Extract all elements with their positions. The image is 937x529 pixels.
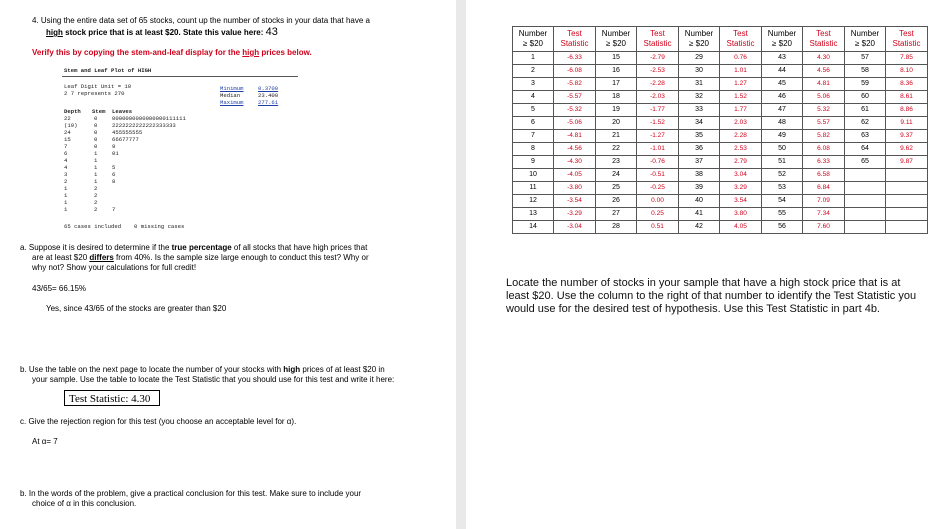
stemleaf-stem: 0 [94, 129, 98, 136]
cell-number: 51 [762, 156, 803, 169]
stemleaf-leaves: 6 [112, 171, 116, 178]
header-number-line1: Number [684, 29, 714, 38]
stemleaf-depth: 1 [64, 192, 68, 199]
verify-high: high [242, 48, 260, 57]
cell-number: 14 [513, 221, 554, 234]
cell-test-statistic: -4.56 [554, 143, 596, 156]
stem-leaf-display [62, 64, 298, 234]
stemleaf-footer-missing: 0 missing cases [134, 223, 185, 230]
cell-test-statistic: 8.10 [886, 65, 928, 78]
cell-number: 46 [762, 91, 803, 104]
cell-test-statistic: 3.29 [720, 182, 762, 195]
stemleaf-stem: 2 [94, 206, 98, 213]
cell-test-statistic: -5.82 [554, 78, 596, 91]
qc-answer: At α= 7 [32, 437, 58, 446]
cell-test-statistic: 4.81 [803, 78, 845, 91]
cell-number: 13 [513, 208, 554, 221]
cell-number: 62 [845, 117, 886, 130]
stemleaf-min-value: 0.3700 [258, 85, 279, 92]
header-test-statistic [554, 27, 596, 52]
cell-test-statistic: 5.57 [803, 117, 845, 130]
cell-test-statistic: 6.33 [803, 156, 845, 169]
cell-test-statistic: -3.80 [554, 182, 596, 195]
cell-test-statistic: -2.28 [637, 78, 679, 91]
cell-test-statistic: 0.25 [637, 208, 679, 221]
cell-test-statistic: -1.01 [637, 143, 679, 156]
stemleaf-divider [62, 76, 298, 77]
cell-test-statistic: -2.03 [637, 91, 679, 104]
qd-line1: b. In the words of the problem, give a practical conclusion for this test. Make sure to include your [20, 489, 362, 498]
cell-test-statistic [886, 195, 928, 208]
qa-answer2: Yes, since 43/65 of the stocks are greater than $20 [46, 304, 227, 313]
table-row [513, 143, 928, 156]
cell-number: 15 [596, 52, 637, 65]
cell-test-statistic: 4.30 [803, 52, 845, 65]
cell-number [845, 182, 886, 195]
cell-number: 29 [679, 52, 720, 65]
cell-test-statistic: 0.00 [637, 195, 679, 208]
q4-value: 43 [265, 26, 278, 38]
cell-number: 19 [596, 104, 637, 117]
cell-number: 49 [762, 130, 803, 143]
stemleaf-leaves: 01 [112, 150, 119, 157]
cell-number: 20 [596, 117, 637, 130]
header-ts-line2: Statistic [809, 39, 838, 48]
cell-test-statistic: 5.06 [803, 91, 845, 104]
cell-number: 25 [596, 182, 637, 195]
table-row [513, 65, 928, 78]
test-statistic-table [512, 26, 928, 234]
q4-line1: 4. Using the entire data set of 65 stocks, count up the number of stocks in your data that have a [32, 16, 370, 25]
stemleaf-depth: 4 [64, 164, 68, 171]
qb-line2: your sample. Use the table to locate the Test Statistic that you should use for this test and write it here: [32, 375, 395, 384]
header-number-line1: Number [767, 29, 797, 38]
header-ts-line1: Test [567, 29, 582, 38]
header-test-statistic [886, 27, 928, 52]
cell-number: 30 [679, 65, 720, 78]
stemleaf-median-value: 23.400 [258, 92, 279, 99]
verify-prefix: Verify this by copying the stem-and-leaf display for the [32, 48, 243, 57]
stemleaf-stem: 0 [94, 122, 98, 129]
cell-number: 57 [845, 52, 886, 65]
cell-test-statistic: -5.06 [554, 117, 596, 130]
cell-test-statistic: 3.54 [720, 195, 762, 208]
cell-number: 38 [679, 169, 720, 182]
stemleaf-leaves: 455555555 [112, 129, 143, 136]
cell-test-statistic: 9.11 [886, 117, 928, 130]
cell-test-statistic: -1.52 [637, 117, 679, 130]
header-number-line2: ≥ $20 [523, 39, 543, 48]
stemleaf-depth: 2 [64, 178, 68, 185]
cell-number: 59 [845, 78, 886, 91]
stemleaf-depth: 7 [64, 143, 68, 150]
cell-test-statistic: 5.82 [803, 130, 845, 143]
cell-test-statistic: 9.62 [886, 143, 928, 156]
cell-test-statistic: -3.54 [554, 195, 596, 208]
cell-test-statistic: 7.34 [803, 208, 845, 221]
verify-suffix: prices below. [259, 48, 312, 57]
stemleaf-max-label: Maximum [220, 99, 244, 106]
cell-number: 16 [596, 65, 637, 78]
table-body [513, 52, 928, 234]
cell-number: 40 [679, 195, 720, 208]
header-ts-line1: Test [733, 29, 748, 38]
header-ts-line2: Statistic [726, 39, 755, 48]
stemleaf-title: Stem and Leaf Plot of HIGH [64, 67, 152, 74]
cell-test-statistic: -1.77 [637, 104, 679, 117]
cell-number: 23 [596, 156, 637, 169]
header-number [845, 27, 886, 52]
verify-line [32, 48, 312, 58]
cell-number: 54 [762, 195, 803, 208]
cell-number: 55 [762, 208, 803, 221]
qa-line1-a: a. Suppose it is desired to determine if the [20, 243, 172, 252]
cell-number: 50 [762, 143, 803, 156]
cell-number: 47 [762, 104, 803, 117]
cell-test-statistic: 7.60 [803, 221, 845, 234]
table-row [513, 182, 928, 195]
stemleaf-median-label: Median [220, 92, 241, 99]
cell-test-statistic: 1.52 [720, 91, 762, 104]
cell-test-statistic: -2.79 [637, 52, 679, 65]
cell-number [845, 195, 886, 208]
stemleaf-depth: 6 [64, 150, 68, 157]
cell-test-statistic: 6.58 [803, 169, 845, 182]
cell-test-statistic: -6.08 [554, 65, 596, 78]
table-row [513, 208, 928, 221]
header-number [513, 27, 554, 52]
cell-test-statistic: 2.28 [720, 130, 762, 143]
cell-test-statistic: 8.61 [886, 91, 928, 104]
cell-test-statistic: -2.53 [637, 65, 679, 78]
cell-test-statistic: 6.84 [803, 182, 845, 195]
q4-line2-suffix: stock price that is at least $20. State this value here: [62, 28, 266, 37]
cell-number: 48 [762, 117, 803, 130]
header-number [679, 27, 720, 52]
cell-test-statistic: -4.05 [554, 169, 596, 182]
qb-line1-a: b. Use the table on the next page to locate the number of your stocks with [20, 365, 284, 374]
cell-number: 3 [513, 78, 554, 91]
cell-number: 42 [679, 221, 720, 234]
cell-number: 56 [762, 221, 803, 234]
stemleaf-col-depth: Depth [64, 108, 81, 115]
qb-high: high [283, 365, 301, 374]
cell-test-statistic: 7.09 [803, 195, 845, 208]
cell-test-statistic: 2.03 [720, 117, 762, 130]
stemleaf-depth: 1 [64, 199, 68, 206]
stemleaf-leaves: 66677777 [112, 136, 139, 143]
header-number [596, 27, 637, 52]
cell-number: 65 [845, 156, 886, 169]
stemleaf-represents: 2 7 represents 270 [64, 90, 125, 97]
stemleaf-max-value: 277.61 [258, 99, 279, 106]
cell-test-statistic: 9.87 [886, 156, 928, 169]
cell-test-statistic: -0.76 [637, 156, 679, 169]
stemleaf-leaves: 7 [112, 206, 116, 213]
header-number-line2: ≥ $20 [855, 39, 875, 48]
cell-number: 33 [679, 104, 720, 117]
header-number-line2: ≥ $20 [689, 39, 709, 48]
cell-test-statistic: 3.80 [720, 208, 762, 221]
cell-number: 45 [762, 78, 803, 91]
stemleaf-depth: 22 [64, 115, 71, 122]
stemleaf-stem: 2 [94, 192, 98, 199]
cell-number: 27 [596, 208, 637, 221]
cell-number: 22 [596, 143, 637, 156]
cell-test-statistic: 3.04 [720, 169, 762, 182]
cell-test-statistic: -1.27 [637, 130, 679, 143]
cell-number: 18 [596, 91, 637, 104]
cell-test-statistic: 2.53 [720, 143, 762, 156]
cell-test-statistic: 1.77 [720, 104, 762, 117]
cell-test-statistic: 0.51 [637, 221, 679, 234]
cell-test-statistic [886, 169, 928, 182]
stemleaf-stem: 0 [94, 136, 98, 143]
table-row [513, 130, 928, 143]
stemleaf-depth: 24 [64, 129, 71, 136]
stemleaf-stem: 1 [94, 178, 98, 185]
cell-number: 61 [845, 104, 886, 117]
cell-number: 17 [596, 78, 637, 91]
cell-number: 24 [596, 169, 637, 182]
qa-line2-a: are at least $20 [32, 253, 90, 262]
cell-test-statistic: 8.86 [886, 104, 928, 117]
cell-number: 7 [513, 130, 554, 143]
header-ts-line1: Test [899, 29, 914, 38]
stemleaf-stem: 1 [94, 171, 98, 178]
table-row [513, 169, 928, 182]
cell-number: 6 [513, 117, 554, 130]
stemleaf-footer-cases: 65 cases included [64, 223, 122, 230]
cell-number: 12 [513, 195, 554, 208]
header-number-line2: ≥ $20 [772, 39, 792, 48]
header-number [762, 27, 803, 52]
cell-number: 8 [513, 143, 554, 156]
stemleaf-depth: 1 [64, 185, 68, 192]
cell-test-statistic: -4.81 [554, 130, 596, 143]
cell-test-statistic: 5.32 [803, 104, 845, 117]
cell-number: 44 [762, 65, 803, 78]
qd-line2: choice of α in this conclusion. [32, 499, 137, 508]
cell-test-statistic: -4.30 [554, 156, 596, 169]
cell-test-statistic: -6.33 [554, 52, 596, 65]
locate-instructions: Locate the number of stocks in your sample that have a high stock price that is at least $20. Use the column to the right of that number to identify the Test Statistic you would use for the desired test of hypothesis. Use this Test Statistic in part 4b. [506, 277, 917, 315]
table-header-row [513, 27, 928, 52]
cell-number [845, 208, 886, 221]
stemleaf-depth: 1 [64, 206, 68, 213]
cell-number: 58 [845, 65, 886, 78]
stemleaf-stem: 1 [94, 164, 98, 171]
stemleaf-leaves: 5 [112, 164, 116, 171]
cell-number: 39 [679, 182, 720, 195]
table-row [513, 117, 928, 130]
cell-test-statistic: 4.05 [720, 221, 762, 234]
stemleaf-stem: 2 [94, 199, 98, 206]
cell-number: 43 [762, 52, 803, 65]
cell-number: 9 [513, 156, 554, 169]
qa-true-percentage: true percentage [171, 243, 232, 252]
cell-test-statistic: 0.76 [720, 52, 762, 65]
cell-test-statistic: 1.27 [720, 78, 762, 91]
cell-number [845, 221, 886, 234]
cell-number: 60 [845, 91, 886, 104]
qa-line1 [20, 243, 367, 253]
stemleaf-leaf-unit: Leaf Digit Unit = 10 [64, 83, 132, 90]
cell-test-statistic: 9.37 [886, 130, 928, 143]
qa-line1-c: of all stocks that have high prices that [231, 243, 368, 252]
stemleaf-col-leaves: Leaves [112, 108, 133, 115]
test-statistic-answer-box[interactable]: Test Statistic: 4.30 [64, 390, 160, 406]
stemleaf-min-label: Minimum [220, 85, 244, 92]
header-ts-line2: Statistic [560, 39, 589, 48]
qc-line: c. Give the rejection region for this test (you choose an acceptable level for α). [20, 417, 297, 426]
stemleaf-leaves: 8 [112, 178, 116, 185]
cell-test-statistic: 1.01 [720, 65, 762, 78]
cell-number: 35 [679, 130, 720, 143]
cell-number [845, 169, 886, 182]
table-row [513, 91, 928, 104]
header-test-statistic [803, 27, 845, 52]
table-row [513, 195, 928, 208]
cell-number: 64 [845, 143, 886, 156]
cell-number: 63 [845, 130, 886, 143]
cell-number: 52 [762, 169, 803, 182]
qa-answer1: 43/65= 66.15% [32, 284, 87, 293]
cell-number: 11 [513, 182, 554, 195]
cell-number: 34 [679, 117, 720, 130]
header-ts-line2: Statistic [643, 39, 672, 48]
table-row [513, 78, 928, 91]
cell-test-statistic: -3.04 [554, 221, 596, 234]
cell-test-statistic: 2.79 [720, 156, 762, 169]
cell-number: 28 [596, 221, 637, 234]
header-ts-line1: Test [816, 29, 831, 38]
cell-number: 36 [679, 143, 720, 156]
cell-test-statistic [886, 182, 928, 195]
header-number-line1: Number [850, 29, 880, 38]
header-number-line1: Number [518, 29, 548, 38]
header-ts-line2: Statistic [892, 39, 921, 48]
qb-line1-c: prices of at least $20 in [300, 365, 385, 374]
header-test-statistic [720, 27, 762, 52]
stemleaf-depth: 4 [64, 157, 68, 164]
qa-differs: differs [89, 253, 114, 262]
stemleaf-leaves: 2222222222222333333 [112, 122, 176, 129]
stemleaf-stem: 0 [94, 143, 98, 150]
cell-test-statistic: -5.32 [554, 104, 596, 117]
cell-number: 32 [679, 91, 720, 104]
left-page [0, 0, 456, 529]
stemleaf-depth: 15 [64, 136, 71, 143]
cell-number: 21 [596, 130, 637, 143]
qa-line2-c: from 40%. Is the sample size large enough to conduct this test? Why or [113, 253, 369, 262]
cell-test-statistic: -0.51 [637, 169, 679, 182]
cell-test-statistic: 6.08 [803, 143, 845, 156]
table-row [513, 52, 928, 65]
table-row [513, 156, 928, 169]
cell-number: 37 [679, 156, 720, 169]
stemleaf-depth: (19) [64, 122, 78, 129]
header-test-statistic [637, 27, 679, 52]
cell-number: 26 [596, 195, 637, 208]
cell-number: 1 [513, 52, 554, 65]
cell-test-statistic: -0.25 [637, 182, 679, 195]
stemleaf-stem: 0 [94, 115, 98, 122]
cell-number: 10 [513, 169, 554, 182]
stemleaf-stem: 2 [94, 185, 98, 192]
stemleaf-col-stem: Stem [92, 108, 106, 115]
stemleaf-stem: 1 [94, 150, 98, 157]
cell-number: 5 [513, 104, 554, 117]
table-row [513, 221, 928, 234]
stemleaf-leaves: 9 [112, 143, 116, 150]
cell-number: 53 [762, 182, 803, 195]
cell-test-statistic: 4.56 [803, 65, 845, 78]
header-ts-line1: Test [650, 29, 665, 38]
cell-number: 31 [679, 78, 720, 91]
qa-line2 [32, 253, 369, 263]
cell-number: 2 [513, 65, 554, 78]
cell-test-statistic: 7.85 [886, 52, 928, 65]
cell-test-statistic [886, 208, 928, 221]
cell-test-statistic [886, 221, 928, 234]
cell-test-statistic: -3.29 [554, 208, 596, 221]
q4-line2 [46, 27, 278, 38]
qb-line1 [20, 365, 385, 375]
cell-number: 4 [513, 91, 554, 104]
header-number-line1: Number [601, 29, 631, 38]
cell-test-statistic: -5.57 [554, 91, 596, 104]
table-row [513, 104, 928, 117]
stemleaf-leaves: 0000000000000000111111 [112, 115, 186, 122]
header-number-line2: ≥ $20 [606, 39, 626, 48]
q4-high: high [46, 28, 63, 37]
cell-number: 41 [679, 208, 720, 221]
right-page [466, 0, 937, 529]
cell-test-statistic: 8.36 [886, 78, 928, 91]
stemleaf-depth: 3 [64, 171, 68, 178]
stemleaf-stem: 1 [94, 157, 98, 164]
qa-line3: why not? Show your calculations for full credit! [32, 263, 197, 272]
